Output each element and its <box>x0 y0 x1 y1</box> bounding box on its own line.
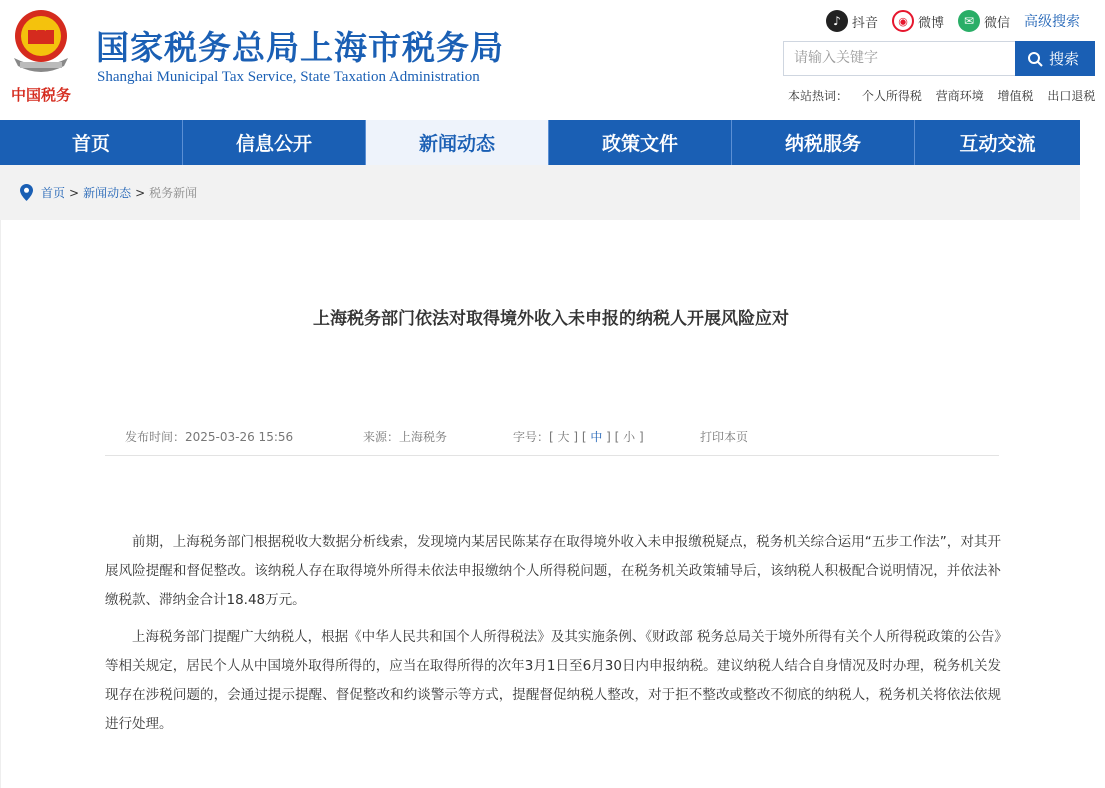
nav-tab-tax-service[interactable]: 纳税服务 <box>732 120 915 165</box>
nav-tab-policy[interactable]: 政策文件 <box>549 120 732 165</box>
nav-tab-home[interactable]: 首页 <box>0 120 183 165</box>
breadcrumb <box>0 165 1080 220</box>
font-size-medium[interactable]: 中 <box>590 430 603 444</box>
font-size-large[interactable]: 大 <box>557 430 570 444</box>
svg-text:中国税务: 中国税务 <box>10 86 72 104</box>
douyin-label: 抖音 <box>852 15 879 31</box>
site-title-cn[interactable]: 国家税务总局上海市税务局 <box>96 28 504 67</box>
article-title: 上海税务部门依法对取得境外收入未申报的纳税人开展风险应对 <box>313 309 789 329</box>
wechat-link[interactable] <box>958 10 1010 32</box>
font-size-label: 字号： <box>513 430 550 444</box>
douyin-link[interactable] <box>826 10 878 32</box>
nav-tab-interaction[interactable]: 互动交流 <box>959 133 1036 155</box>
site-header <box>0 0 1096 120</box>
tax-emblem-logo[interactable] <box>6 6 76 106</box>
hot-keyword[interactable]: 营商环境 <box>935 89 984 103</box>
site-title-en: Shanghai Municipal Tax Service, State Taxation Administration <box>97 69 480 85</box>
nav-tab-news[interactable]: 新闻动态 <box>366 120 549 165</box>
font-size-small[interactable]: 小 <box>623 430 636 444</box>
weibo-link[interactable] <box>892 10 944 32</box>
wechat-label: 微信 <box>984 15 1011 31</box>
breadcrumb-home[interactable]: 首页 <box>41 186 66 200</box>
hot-keywords-label: 本站热词： <box>788 89 849 103</box>
search-button-label: 搜索 <box>1049 50 1080 68</box>
douyin-icon: ♪ <box>826 10 848 32</box>
article-meta <box>105 428 999 456</box>
breadcrumb-separator: > <box>69 185 80 200</box>
print-link[interactable]: 打印本页 <box>700 430 749 444</box>
hot-keyword[interactable]: 个人所得税 <box>861 89 922 103</box>
wechat-icon: ✉ <box>958 10 980 32</box>
article-source: 来源：上海税务 <box>363 430 448 444</box>
hot-keyword[interactable]: 出口退税 <box>1047 89 1096 103</box>
main-nav <box>0 120 1080 165</box>
article-body <box>105 528 1001 747</box>
article-paragraph: 前期，上海税务部门根据税收大数据分析线索，发现境内某居民陈某存在取得境外收入未申报缴税疑点，税务机关综合运用“五步工作法”，对其开展风险提醒和督促整改。该纳税人存在取得境外所得未依法申报缴纳个人所得税问题，在税务机关政策辅导后，该纳税人积极配合说明情况，并依法补缴税款、滞纳金合计18.48万元。 <box>105 534 1001 608</box>
breadcrumb-separator: > <box>135 185 146 200</box>
article-container <box>0 220 1080 788</box>
breadcrumb-current: 税务新闻 <box>149 186 198 200</box>
location-pin-icon <box>20 184 33 201</box>
nav-tab-info-disclosure[interactable]: 信息公开 <box>183 120 366 165</box>
weibo-label: 微博 <box>918 15 945 31</box>
breadcrumb-news[interactable]: 新闻动态 <box>83 186 132 200</box>
social-links <box>826 10 1080 32</box>
weibo-icon: ◉ <box>892 10 914 32</box>
article-paragraph: 上海税务部门提醒广大纳税人，根据《中华人民共和国个人所得税法》及其实施条例、《财政部 税务总局关于境外所得有关个人所得税政策的公告》等相关规定，居民个人从中国境外取得所得的，应当在取得所得的次年3月1日至6月30日内申报纳税。建议纳税人结合自身情况及时办理，税务机关发现存在涉税问题的，会通过提示提醒、督促整改和约谈警示等方式，提醒督促纳税人整改，对于拒不整改或整改不彻底的纳税人，税务机关将依法依规进行处理。 <box>105 629 1001 732</box>
search-button[interactable] <box>1015 41 1095 76</box>
font-size-control: 字号：[ 大 ] [ 中 ] [ 小 ] <box>513 430 644 444</box>
publish-time: 发布时间：2025-03-26 15:56 <box>125 430 294 444</box>
hot-keyword[interactable]: 增值税 <box>997 89 1034 103</box>
search-icon <box>1027 51 1043 67</box>
hot-keywords <box>788 87 1105 104</box>
search-input[interactable]: 请输入关键字 <box>783 41 1015 76</box>
advanced-search-link[interactable]: 高级搜索 <box>1024 14 1081 30</box>
